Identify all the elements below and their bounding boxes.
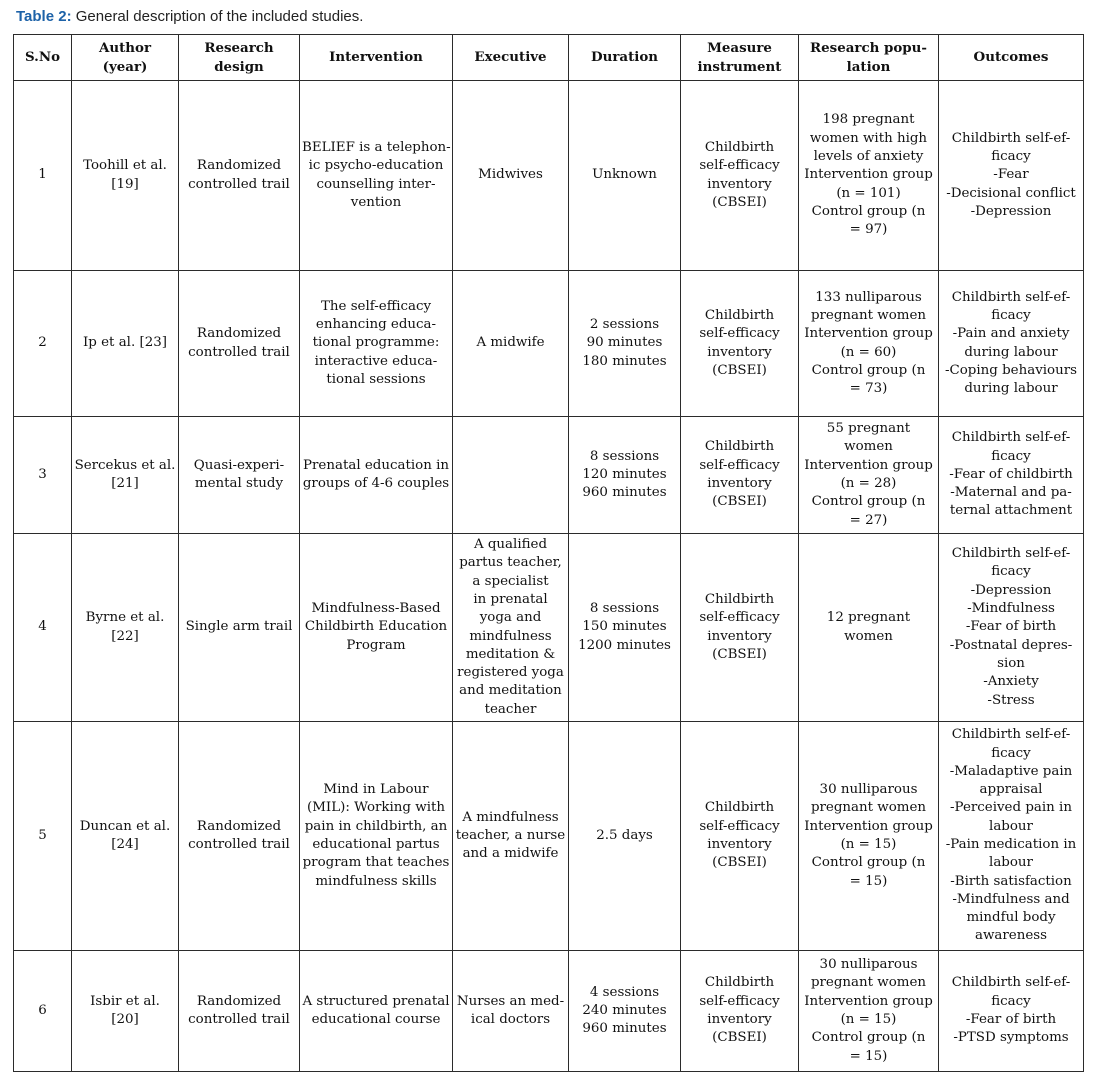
cell-outcomes-line: Childbirth self-ef- [951,130,1071,146]
cell-author-line: Duncan et al. [79,818,171,834]
cell-intervention-line: educational partus [312,837,440,852]
cell-intervention-line: vention [350,194,402,210]
cell-outcomes-line: ficacy [991,993,1031,1009]
cell-duration-line: 960 minutes [582,485,667,501]
cell-author-line: Isbir et al. [90,993,160,1009]
cell-outcomes-line: ficacy [991,448,1031,464]
cell-intervention-line: counselling inter- [316,176,436,192]
header-design-line: design [214,58,264,75]
cell-executive-line: A midwife [476,335,545,351]
cell-intervention-line: tional programme: [312,335,440,351]
cell-executive [453,534,569,722]
cell-executive-line: in prenatal [473,591,548,607]
cell-author-line: Ip et al. [23] [83,335,167,351]
header-design [179,35,300,81]
cell-instrument-line: inventory [707,628,772,644]
cell-instrument [681,417,799,534]
cell-population-line: (n = 15) [840,837,897,852]
cell-population-line: pregnant women [810,975,927,991]
cell-outcomes-line: -PTSD symptoms [953,1030,1069,1046]
cell-instrument-line: Childbirth [704,439,775,455]
cell-sno [14,271,72,417]
header-author [72,35,179,81]
cell-author-line: [19] [111,176,139,192]
cell-author-line: Byrne et al. [85,610,165,626]
cell-design-line: Randomized [196,993,282,1009]
cell-instrument [681,951,799,1072]
cell-executive-line: teacher [484,701,537,717]
cell-outcomes-line: during labour [964,381,1058,397]
header-instrument-line: Measure [707,39,772,56]
cell-intervention-line: interactive educa- [314,353,438,369]
cell-outcomes-line: -Stress [987,692,1035,708]
cell-outcomes-line: -Postnatal depres- [949,637,1073,653]
cell-instrument-line: self-efficacy [699,326,780,342]
cell-duration-line: 4 sessions [589,984,660,1000]
header-duration-line: Duration [590,49,659,65]
cell-executive-line: A qualified [473,537,548,553]
cell-duration-line: 120 minutes [582,466,667,482]
cell-executive-line: A mindfulness [462,809,559,825]
cell-intervention-line: Childbirth Education [304,619,448,635]
cell-intervention-line: Mind in Labour [323,782,429,798]
cell-instrument-line: (CBSEI) [712,494,767,510]
cell-design-line: Randomized [196,326,282,342]
cell-design [179,534,300,722]
cell-duration-line: 1200 minutes [578,637,671,653]
cell-outcomes-line: -Fear of birth [965,619,1057,635]
cell-outcomes-line: ficacy [991,307,1031,323]
cell-design-line: Single arm trail [185,619,293,635]
cell-executive-line: ical doctors [470,1012,551,1027]
cell-population-line: women with high [809,130,928,146]
header-sno-line: S.No [24,49,61,65]
cell-population-line: 12 pregnant [826,610,911,626]
cell-instrument-line: self-efficacy [699,158,780,174]
table-body [14,81,1084,1072]
cell-outcomes-line: -Mindfulness [967,601,1055,617]
cell-duration-line: 960 minutes [582,1021,667,1037]
cell-population-line: 198 pregnant [822,112,915,128]
cell-executive-line: Nurses an med- [456,993,565,1009]
cell-outcomes [939,722,1084,951]
cell-author [72,417,179,534]
header-intervention [300,35,453,81]
cell-outcomes-line: -Coping behaviours [944,362,1078,378]
cell-population-line: Intervention group [804,993,933,1009]
cell-design [179,722,300,951]
cell-outcomes-line: -Birth satisfaction [950,873,1072,889]
cell-design-line: Quasi-experi- [193,457,285,473]
cell-intervention-line: mindfulness skills [315,873,437,889]
cell-duration-line: 2.5 days [596,827,653,843]
cell-outcomes-line: Childbirth self-ef- [951,546,1071,562]
cell-intervention-line: BELIEF is a telephon- [302,139,451,155]
cell-population-line: Control group (n [811,494,926,510]
cell-population-line: (n = 15) [840,1012,897,1027]
cell-intervention-line: The self-efficacy [320,298,432,314]
cell-duration [569,81,681,271]
cell-instrument [681,81,799,271]
cell-outcomes-line: -Perceived pain in [950,800,1072,816]
cell-population-line: = 15) [849,873,888,889]
cell-population-line: = 15) [849,1048,888,1064]
cell-instrument-line: Childbirth [704,139,775,155]
cell-population-line: pregnant women [810,800,927,816]
header-intervention-line: Intervention [329,49,423,65]
cell-intervention-line: A structured prenatal [302,993,450,1009]
cell-executive-line: teacher, a nurse [455,827,566,843]
cell-population-line: (n = 28) [840,476,897,491]
cell-population [799,81,939,271]
cell-population-line: = 73) [849,381,888,397]
cell-instrument [681,534,799,722]
cell-sno-line: 6 [38,1002,47,1018]
cell-population-line: pregnant women [810,307,927,323]
cell-intervention-line: Mindfulness-Based [311,601,441,617]
cell-executive [453,417,569,534]
cell-population-line: women [844,628,893,644]
cell-outcomes-line: Childbirth self-ef- [951,289,1071,305]
cell-intervention-line: educational course [311,1012,441,1027]
cell-outcomes-line: mindful body [966,910,1056,926]
cell-outcomes-line: -Anxiety [983,674,1039,690]
cell-population-line: 55 pregnant [826,421,911,437]
cell-sno [14,951,72,1072]
table-row [14,951,1084,1072]
header-population [799,35,939,81]
cell-author [72,951,179,1072]
cell-outcomes-line: ficacy [991,149,1031,165]
cell-executive-line: partus teacher, [459,555,562,571]
cell-sno-line: 4 [38,619,47,635]
cell-sno-line: 3 [38,466,47,482]
cell-instrument-line: (CBSEI) [712,646,767,662]
cell-design-line: controlled trail [188,344,290,360]
cell-author [72,271,179,417]
cell-instrument-line: (CBSEI) [712,362,767,378]
header-population-line: Research popu- [810,39,927,56]
cell-design-line: controlled trail [188,176,290,192]
cell-author-line: Sercekus et al. [74,457,176,473]
cell-population-line: Control group (n [811,362,926,378]
table-row [14,417,1084,534]
cell-executive-line: yoga and [479,610,542,626]
cell-design [179,951,300,1072]
cell-outcomes-line: -Fear [993,167,1029,183]
cell-intervention-line: program that teaches [302,855,450,871]
cell-author [72,81,179,271]
cell-population-line: Control group (n [811,203,926,219]
cell-duration [569,534,681,722]
header-author-line: (year) [102,58,148,75]
cell-outcomes-line: ternal attachment [949,503,1073,519]
cell-author-line: Toohill et al. [83,158,167,174]
cell-design [179,271,300,417]
cell-population-line: (n = 60) [840,344,897,360]
cell-outcomes-line: -Depression [970,582,1052,598]
table-caption-label: Table 2: [16,8,72,25]
cell-author-line: [20] [111,1012,139,1027]
cell-sno-line: 1 [38,167,47,183]
header-duration [569,35,681,81]
cell-outcomes [939,534,1084,722]
cell-outcomes-line: labour [989,818,1033,834]
cell-population-line: 30 nulliparous [819,782,918,798]
header-design-line: Research [204,39,274,56]
table-row [14,271,1084,417]
cell-outcomes-line: -Maladaptive pain [949,763,1073,779]
cell-outcomes-line: sion [997,655,1025,671]
cell-author [72,534,179,722]
cell-design [179,417,300,534]
cell-executive-line: and a midwife [462,846,559,862]
cell-sno [14,417,72,534]
cell-design [179,81,300,271]
cell-duration-line: 180 minutes [582,353,667,369]
header-instrument [681,35,799,81]
header-population-line: lation [846,58,891,75]
cell-instrument-line: inventory [707,344,772,360]
cell-design-line: mental study [194,476,284,491]
cell-instrument-line: (CBSEI) [712,1030,767,1046]
cell-intervention [300,722,453,951]
cell-duration [569,417,681,534]
cell-executive-line: a specialist [472,573,549,589]
cell-intervention-line: Program [346,637,406,653]
cell-outcomes-line: Childbirth self-ef- [951,430,1071,446]
cell-duration-line: 8 sessions [589,601,660,617]
cell-duration-line: 240 minutes [582,1002,667,1018]
cell-outcomes-line: labour [989,855,1033,871]
cell-author-line: [21] [111,476,139,491]
cell-population-line: Intervention group [804,818,933,834]
cell-outcomes-line: -Fear of birth [965,1012,1057,1027]
cell-population [799,271,939,417]
cell-instrument-line: Childbirth [704,800,775,816]
cell-executive [453,951,569,1072]
cell-instrument [681,271,799,417]
cell-population [799,722,939,951]
cell-outcomes [939,271,1084,417]
cell-duration-line: 8 sessions [589,448,660,464]
header-sno [14,35,72,81]
cell-executive-line: and meditation [459,683,562,699]
cell-outcomes-line: Childbirth self-ef- [951,975,1071,991]
cell-intervention-line: enhancing educa- [315,317,437,333]
cell-design-line: Randomized [196,158,282,174]
cell-intervention-line: (MIL): Working with [306,800,446,816]
cell-duration-line: 90 minutes [586,335,663,351]
cell-instrument-line: self-efficacy [699,818,780,834]
header-executive [453,35,569,81]
cell-intervention [300,271,453,417]
cell-population-line: Control group (n [811,855,926,871]
table-caption-text: General description of the included studies. [71,8,364,25]
cell-population-line: = 97) [849,222,888,238]
cell-outcomes-line: -Pain medication in [945,837,1077,852]
cell-duration [569,722,681,951]
cell-instrument-line: inventory [707,837,772,852]
cell-author-line: [22] [111,628,139,644]
cell-population-line: Control group (n [811,1030,926,1046]
cell-duration [569,951,681,1072]
studies-table [13,34,1084,1072]
cell-duration-line: Unknown [592,167,657,183]
cell-intervention [300,417,453,534]
cell-intervention [300,534,453,722]
cell-design-line: controlled trail [188,1012,290,1027]
cell-intervention-line: groups of 4-6 couples [302,476,450,491]
cell-instrument-line: self-efficacy [699,457,780,473]
table-row [14,722,1084,951]
cell-executive-line: mindfulness [469,628,552,644]
cell-population-line: Intervention group [804,457,933,473]
cell-outcomes-line: during labour [964,344,1058,360]
cell-outcomes-line: ficacy [991,564,1031,580]
cell-outcomes-line: -Maternal and pa- [950,485,1072,501]
cell-outcomes [939,951,1084,1072]
cell-population-line: Intervention group [804,326,933,342]
cell-design-line: controlled trail [188,837,290,852]
cell-outcomes [939,81,1084,271]
cell-outcomes-line: -Depression [970,203,1052,219]
header-outcomes-line: Outcomes [973,49,1049,65]
cell-population-line: women [844,439,893,455]
cell-executive-line: meditation & [465,646,556,662]
cell-outcomes-line: ficacy [991,745,1031,761]
cell-instrument [681,722,799,951]
cell-design-line: Randomized [196,818,282,834]
cell-instrument-line: (CBSEI) [712,855,767,871]
cell-population-line: levels of anxiety [813,149,924,165]
table-caption [16,8,363,25]
header-executive-line: Executive [474,49,547,65]
cell-instrument-line: (CBSEI) [712,194,767,210]
cell-outcomes-line: appraisal [979,782,1043,798]
cell-instrument-line: inventory [707,476,772,491]
cell-sno-line: 5 [38,827,47,843]
cell-population-line: 133 nulliparous [815,289,922,305]
cell-intervention-line: ic psycho-education [308,158,444,174]
cell-population [799,951,939,1072]
cell-instrument-line: self-efficacy [699,993,780,1009]
cell-sno [14,722,72,951]
cell-intervention-line: Prenatal education in [303,457,449,473]
cell-intervention-line: tional sessions [326,371,426,387]
cell-sno [14,534,72,722]
cell-executive-line: Midwives [478,167,543,183]
cell-outcomes-line: -Fear of childbirth [949,466,1073,482]
cell-executive [453,722,569,951]
cell-duration [569,271,681,417]
cell-duration-line: 2 sessions [589,317,660,333]
table-row [14,81,1084,271]
table-header-row [14,35,1084,81]
cell-population-line: Intervention group [804,167,933,183]
cell-outcomes-line: -Pain and anxiety [952,326,1070,342]
cell-population [799,417,939,534]
cell-sno [14,81,72,271]
cell-outcomes-line: awareness [974,928,1048,944]
cell-instrument-line: Childbirth [704,591,775,607]
cell-executive [453,271,569,417]
cell-population-line: 30 nulliparous [819,957,918,973]
cell-outcomes-line: Childbirth self-ef- [951,727,1071,743]
cell-duration-line: 150 minutes [582,619,667,635]
header-instrument-line: instrument [697,58,782,75]
cell-intervention-line: pain in childbirth, an [304,818,448,834]
cell-outcomes [939,417,1084,534]
cell-instrument-line: Childbirth [704,975,775,991]
cell-instrument-line: Childbirth [704,307,775,323]
cell-author-line: [24] [111,837,139,852]
cell-intervention [300,81,453,271]
cell-population [799,534,939,722]
cell-population-line: = 27) [849,512,888,528]
cell-outcomes-line: -Mindfulness and [952,891,1070,907]
cell-instrument-line: inventory [707,176,772,192]
header-outcomes [939,35,1084,81]
cell-population-line: (n = 101) [836,185,901,201]
cell-executive-line: registered yoga [457,665,564,681]
table-row [14,534,1084,722]
cell-author [72,722,179,951]
cell-intervention [300,951,453,1072]
cell-instrument-line: self-efficacy [699,610,780,626]
cell-sno-line: 2 [38,335,47,351]
cell-instrument-line: inventory [707,1012,772,1027]
cell-executive [453,81,569,271]
header-author-line: Author [98,39,152,56]
cell-outcomes-line: -Decisional conflict [946,185,1076,201]
